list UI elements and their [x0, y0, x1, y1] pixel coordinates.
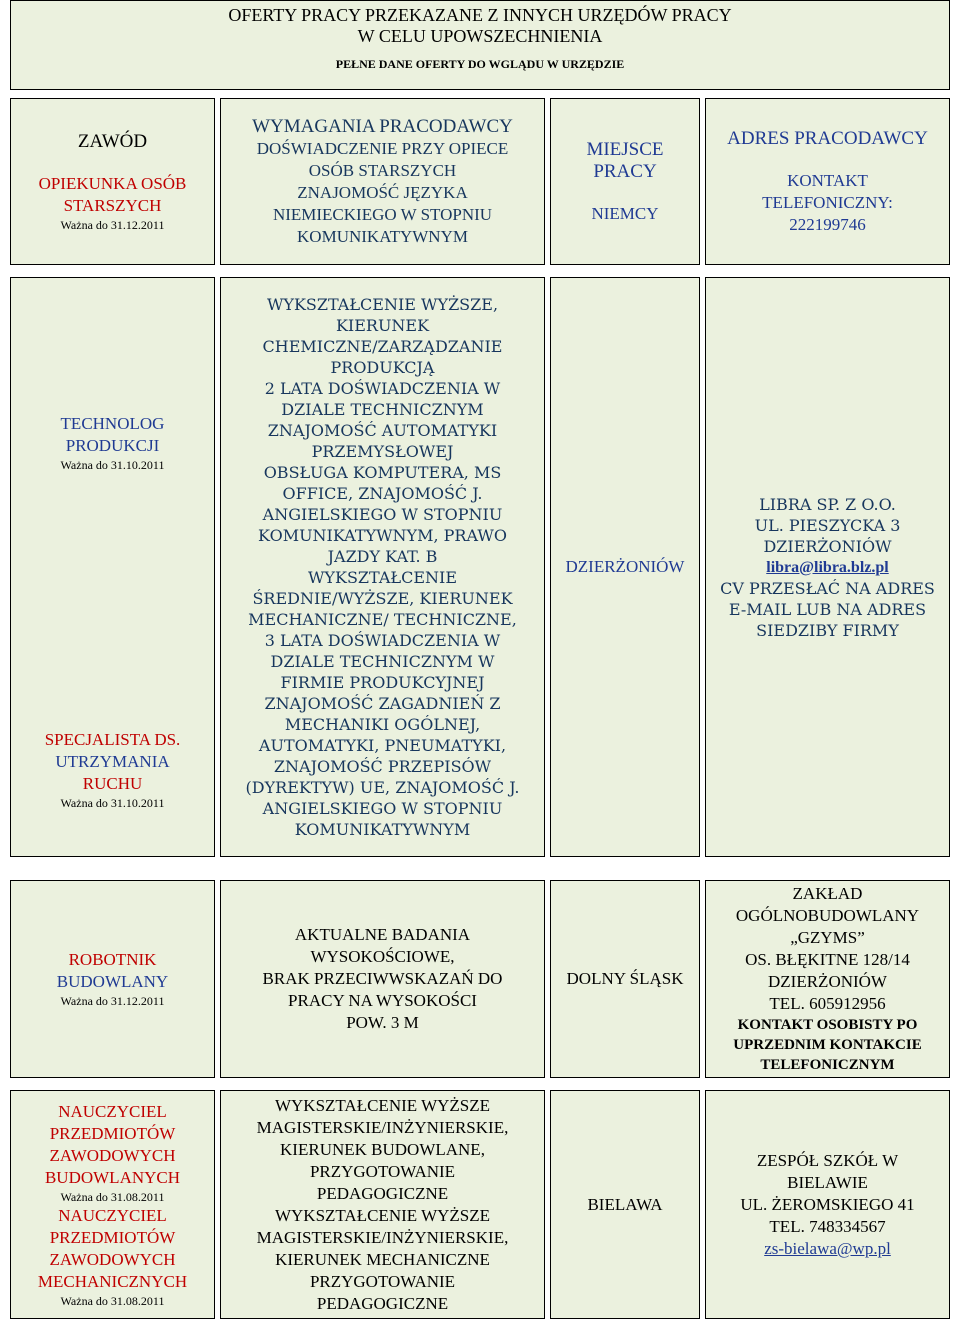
- requirement-line: MECHANIKI OGÓLNEJ,: [284, 715, 481, 734]
- column-header-miejsce: MIEJSCE: [586, 138, 664, 160]
- requirement-line: NIEMIECKIEGO W STOPNIU: [272, 204, 493, 224]
- column-header-adres: ADRES PRACODAWCY: [727, 127, 928, 149]
- requirement-line: ZNAJOMOŚĆ PRZEPISÓW: [273, 757, 492, 776]
- job-title-line: MECHANICZNYCH: [37, 1271, 188, 1291]
- address-line: UL. PIESZYCKA 3: [754, 515, 901, 535]
- requirement-line: WYKSZTAŁCENIE WYŻSZE: [274, 1205, 491, 1225]
- requirement-line: PEDAGOGICZNE: [316, 1183, 449, 1203]
- requirement-line: BRAK PRZECIWWSKAZAŃ DO: [262, 969, 503, 988]
- row3-address-cell: [705, 880, 950, 1078]
- contact-note: TELEFONICZNYM: [760, 1057, 895, 1073]
- requirement-line: DZIALE TECHNICZNYM: [281, 400, 484, 419]
- requirement-line: WYKSZTAŁCENIE: [307, 568, 457, 587]
- work-place: DZIERŻONIÓW: [565, 557, 685, 576]
- company-name: LIBRA SP. Z O.O.: [759, 494, 896, 514]
- address-line: KONTAKT: [787, 170, 868, 190]
- requirement-line: PRZYGOTOWANIE: [309, 1271, 456, 1291]
- page-title-line1: OFERTY PRACY PRZEKAZANE Z INNYCH URZĘDÓW PRACY: [228, 5, 732, 25]
- column-header-zawod: ZAWÓD: [77, 130, 148, 152]
- job-title-line: PRZEDMIOTÓW: [49, 1227, 176, 1247]
- requirement-line: AKTUALNE BADANIA: [294, 925, 471, 944]
- row1-place-cell: [550, 98, 700, 265]
- requirement-line: 2 LATA DOŚWIADCZENIA W: [264, 379, 501, 398]
- job-title-line: ZAWODOWYCH: [49, 1249, 176, 1269]
- requirement-line: KIERUNEK BUDOWLANE,: [280, 1139, 485, 1159]
- requirement-line: FIRMIE PRODUKCYJNEJ: [280, 673, 485, 692]
- requirement-line: PRODUKCJĄ: [330, 358, 435, 377]
- row3-job-cell: [10, 880, 215, 1078]
- work-place: DOLNY ŚLĄSK: [566, 969, 684, 988]
- contact-note: KONTAKT OSOBISTY PO: [737, 1017, 918, 1033]
- requirement-line: OFFICE, ZNAJOMOŚĆ J.: [282, 484, 483, 503]
- requirement-line: DOŚWIADCZENIE PRZY OPIECE: [256, 138, 509, 158]
- job-title-line: NAUCZYCIEL: [58, 1205, 167, 1225]
- email-link[interactable]: zs-bielawa@wp.pl: [764, 1238, 891, 1258]
- company-name: BIELAWIE: [787, 1172, 868, 1192]
- page-title-line2: W CELU UPOWSZECHNIENIA: [357, 26, 603, 46]
- row4-requirements-cell: [220, 1090, 545, 1319]
- job-title-line: BUDOWLANYCH: [44, 1167, 181, 1187]
- requirement-line: JAZDY KAT. B: [327, 547, 438, 566]
- requirement-line: ANGIELSKIEGO W STOPNIU: [262, 505, 503, 524]
- requirement-line: KIERUNEK: [335, 316, 430, 335]
- requirement-line: PEDAGOGICZNE: [316, 1293, 449, 1313]
- header-banner: [10, 0, 950, 90]
- requirement-line: DZIALE TECHNICZNYM W: [270, 652, 495, 671]
- row3-place-cell: [550, 880, 700, 1078]
- phone-number: TEL. 605912956: [769, 994, 886, 1013]
- requirement-line: PRACY NA WYSOKOŚCI: [288, 991, 477, 1010]
- company-name: ZAKŁAD: [792, 884, 863, 903]
- requirement-line: MAGISTERSKIE/INŻYNIERSKIE,: [256, 1117, 509, 1137]
- requirement-line: MAGISTERSKIE/INŻYNIERSKIE,: [256, 1227, 509, 1247]
- row2-address-cell: [705, 277, 950, 857]
- requirement-line: PRZEMYSŁOWEJ: [311, 442, 454, 461]
- column-header-pracy: PRACY: [593, 160, 657, 182]
- row4-address-cell: [705, 1090, 950, 1319]
- address-note: E-MAIL LUB NA ADRES: [728, 599, 927, 619]
- job-title-line: NAUCZYCIEL: [58, 1101, 167, 1121]
- validity-date: Ważna do 31.12.2011: [60, 994, 165, 1008]
- column-header-wymagania: WYMAGANIA PRACODAWCY: [252, 115, 513, 137]
- row2-job-cell: [10, 277, 215, 857]
- validity-date: Ważna do 31.08.2011: [60, 1293, 165, 1308]
- phone-number: TEL. 748334567: [769, 1216, 886, 1236]
- requirement-line: OBSŁUGA KOMPUTERA, MS: [263, 463, 502, 482]
- requirement-line: OSÓB STARSZYCH: [308, 160, 457, 180]
- row4-place-cell: [550, 1090, 700, 1319]
- address-line: DZIERŻONIÓW: [763, 536, 892, 556]
- requirement-line: (DYREKTYW) UE, ZNAJOMOŚĆ J.: [245, 778, 520, 797]
- requirement-line: POW. 3 M: [346, 1013, 419, 1032]
- requirement-line: KOMUNIKATYWNYM: [294, 820, 471, 839]
- job-title-line: ROBOTNIK: [68, 950, 157, 969]
- email-link[interactable]: libra@libra.blz.pl: [766, 558, 889, 576]
- requirement-line: ZNAJOMOŚĆ JĘZYKA: [297, 182, 468, 202]
- requirement-line: ANGIELSKIEGO W STOPNIU: [262, 799, 503, 818]
- requirement-line: WYKSZTAŁCENIE WYŻSZE,: [266, 295, 499, 314]
- job-title-line: OPIEKUNKA OSÓB: [38, 173, 187, 193]
- row2-place-cell: [550, 277, 700, 857]
- row1-address-cell: [705, 98, 950, 265]
- row1-requirements-cell: [220, 98, 545, 265]
- requirement-line: MECHANICZNE/ TECHNICZNE,: [248, 610, 517, 629]
- requirement-line: WYSOKOŚCIOWE,: [310, 947, 455, 966]
- validity-date: Ważna do 31.10.2011: [60, 796, 165, 810]
- job-title-line: STARSZYCH: [63, 195, 162, 215]
- job-title-line: TECHNOLOG: [60, 414, 165, 433]
- company-name: OGÓLNOBUDOWLANY: [735, 906, 920, 925]
- requirement-line: KOMUNIKATYWNYM: [297, 226, 468, 246]
- requirement-line: 3 LATA DOŚWIADCZENIA W: [264, 631, 501, 650]
- job-title-line: ZAWODOWYCH: [49, 1145, 176, 1165]
- address-line: UL. ŻEROMSKIEGO 41: [740, 1194, 915, 1214]
- validity-date: Ważna do 31.10.2011: [60, 458, 165, 472]
- row1-job-cell: [10, 98, 215, 265]
- company-name: ZESPÓŁ SZKÓŁ W: [756, 1150, 899, 1170]
- row3-requirements-cell: [220, 880, 545, 1078]
- address-line: TELEFONICZNY:: [762, 192, 893, 212]
- phone-number: 222199746: [789, 214, 866, 234]
- validity-date: Ważna do 31.08.2011: [60, 1189, 165, 1204]
- address-line: OS. BŁĘKITNE 128/14: [745, 950, 910, 969]
- work-place: BIELAWA: [587, 1194, 663, 1214]
- job-title-line: SPECJALISTA DS.: [44, 730, 181, 749]
- job-title-line: BUDOWLANY: [56, 972, 169, 991]
- company-name: „GZYMS”: [790, 928, 865, 947]
- row4-job-cell: [10, 1090, 215, 1319]
- requirement-line: ŚREDNIE/WYŻSZE, KIERUNEK: [252, 589, 513, 608]
- job-title-line: UTRZYMANIA: [55, 752, 170, 771]
- address-note: SIEDZIBY FIRMY: [756, 620, 899, 640]
- job-title-line: RUCHU: [82, 774, 143, 793]
- requirement-line: PRZYGOTOWANIE: [309, 1161, 456, 1181]
- address-note: CV PRZESŁAĆ NA ADRES: [720, 578, 935, 598]
- work-place: NIEMCY: [591, 203, 659, 223]
- requirement-line: CHEMICZNE/ZARZĄDZANIE: [262, 337, 503, 356]
- job-title-line: PRZEDMIOTÓW: [49, 1123, 176, 1143]
- address-line: DZIERŻONIÓW: [768, 972, 887, 991]
- requirement-line: WYKSZTAŁCENIE WYŻSZE: [274, 1095, 491, 1115]
- requirement-line: ZNAJOMOŚĆ AUTOMATYKI: [267, 421, 498, 440]
- page-subtitle: PEŁNE DANE OFERTY DO WGLĄDU W URZĘDZIE: [335, 57, 625, 71]
- requirement-line: KOMUNIKATYWNYM, PRAWO: [258, 526, 507, 545]
- requirement-line: KIERUNEK MECHANICZNE: [275, 1249, 490, 1269]
- requirement-line: AUTOMATYKI, PNEUMATYKI,: [258, 736, 507, 755]
- job-title-line: PRODUKCJI: [65, 436, 160, 455]
- row2-requirements-cell: [220, 277, 545, 857]
- validity-date: Ważna do 31.12.2011: [60, 217, 165, 232]
- contact-note: UPRZEDNIM KONTAKCIE: [733, 1037, 922, 1053]
- requirement-line: ZNAJOMOŚĆ ZAGADNIEŃ Z: [264, 694, 501, 713]
